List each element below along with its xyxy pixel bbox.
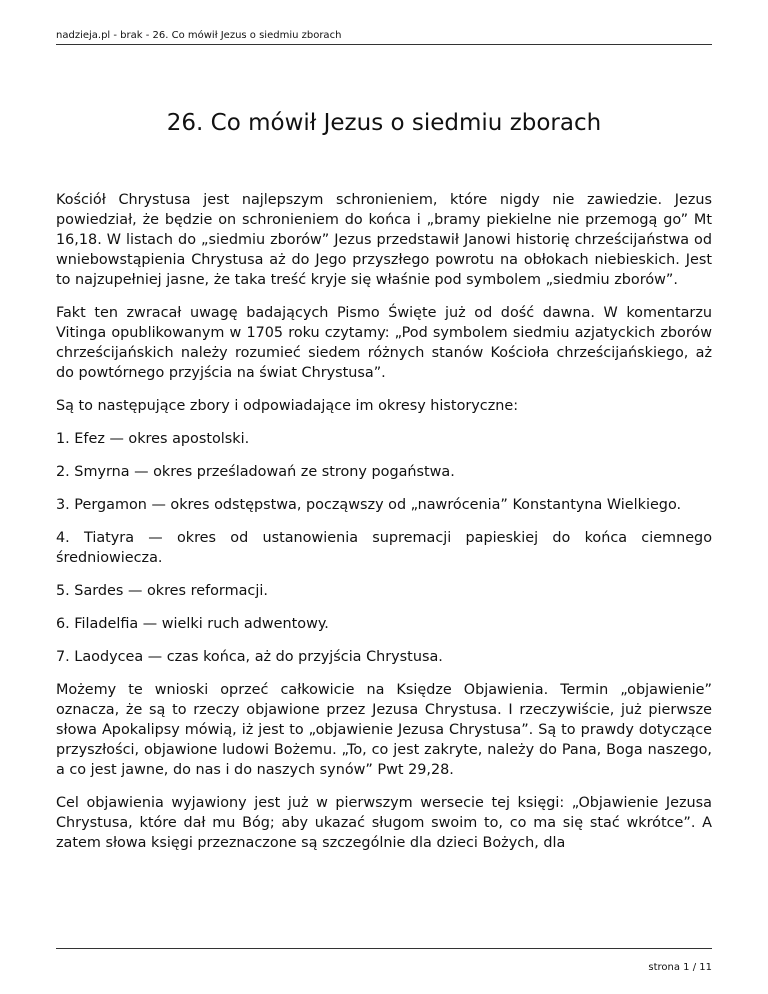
paragraph-list-intro: Są to następujące zbory i odpowiadające im okresy historyczne: bbox=[56, 398, 519, 414]
list-item-efez: 1. Efez — okres apostolski. bbox=[56, 431, 250, 447]
page-header: nadzieja.pl - brak - 26. Co mówił Jezus o siedmiu zborach bbox=[56, 30, 712, 45]
paragraph-intro: Kościół Chrystusa jest najlepszym schronieniem, które nigdy nie zawiedzie. Jezus powiedział, że będzie on schronieniem do końca i „bramy piekielne nie przemogą go” Mt 16,18. W listach do „siedmiu zborów” Jezus przedstawił Janowi historię chrześcijaństwa od wniebowstąpienia Chrystusa aż do Jego przyszłego powrotu na obłokach niebieskich. Jest to najzupełniej jasne, że taka treść kryje się właśnie pod symbolem „siedmiu zborów”. bbox=[56, 192, 712, 288]
document-body bbox=[56, 190, 712, 866]
list-item-filadelfia: 6. Filadelfia — wielki ruch adwentowy. bbox=[56, 616, 329, 632]
list-item-tiatyra: 4. Tiatyra — okres od ustanowienia supremacji papieskiej do końca ciemnego średniowiecza. bbox=[56, 530, 712, 566]
paragraph-viting: Fakt ten zwracał uwagę badających Pismo Święte już od dość dawna. W komentarzu Vitinga opublikowanym w 1705 roku czytamy: „Pod symbolem siedmiu azjatyckich zborów chrześcijańskich należy rozumieć siedem różnych stanów Kościoła chrześcijańskiego, aż do powtórnego przyjścia na świat Chrystusa”. bbox=[56, 305, 712, 381]
paragraph-objawienie: Możemy te wnioski oprzeć całkowicie na Księdze Objawienia. Termin „objawienie” oznacza, że są to rzeczy objawione przez Jezusa Chrystusa. I rzeczywiście, już pierwsze słowa Apokalipsy mówią, iż jest to „objawienie Jezusa Chrystusa”. Są to prawdy dotyczące przyszłości, objawione ludowi Bożemu. „To, co jest zakryte, należy do Pana, Boga naszego, a co jest jawne, do nas i do naszych synów” Pwt 29,28. bbox=[56, 682, 712, 778]
list-item-pergamon: 3. Pergamon — okres odstępstwa, począwszy od „nawrócenia” Konstantyna Wielkiego. bbox=[56, 497, 682, 513]
paragraph-cel-objawienia: Cel objawienia wyjawiony jest już w pierwszym wersecie tej księgi: „Objawienie Jezusa Chrystusa, które dał mu Bóg; aby ukazać sługom swoim to, co ma się stać wkrótce”. A zatem słowa księgi przeznaczone są szczególnie dla dzieci Bożych, dla bbox=[56, 795, 712, 851]
document-title: 26. Co mówił Jezus o siedmiu zborach bbox=[166, 110, 602, 136]
page-footer bbox=[56, 948, 712, 973]
page-number: strona 1 / 11 bbox=[648, 962, 712, 973]
list-item-laodycea: 7. Laodycea — czas końca, aż do przyjścia Chrystusa. bbox=[56, 649, 443, 665]
list-item-smyrna: 2. Smyrna — okres prześladowań ze strony pogaństwa. bbox=[56, 464, 455, 480]
list-item-sardes: 5. Sardes — okres reformacji. bbox=[56, 583, 268, 599]
